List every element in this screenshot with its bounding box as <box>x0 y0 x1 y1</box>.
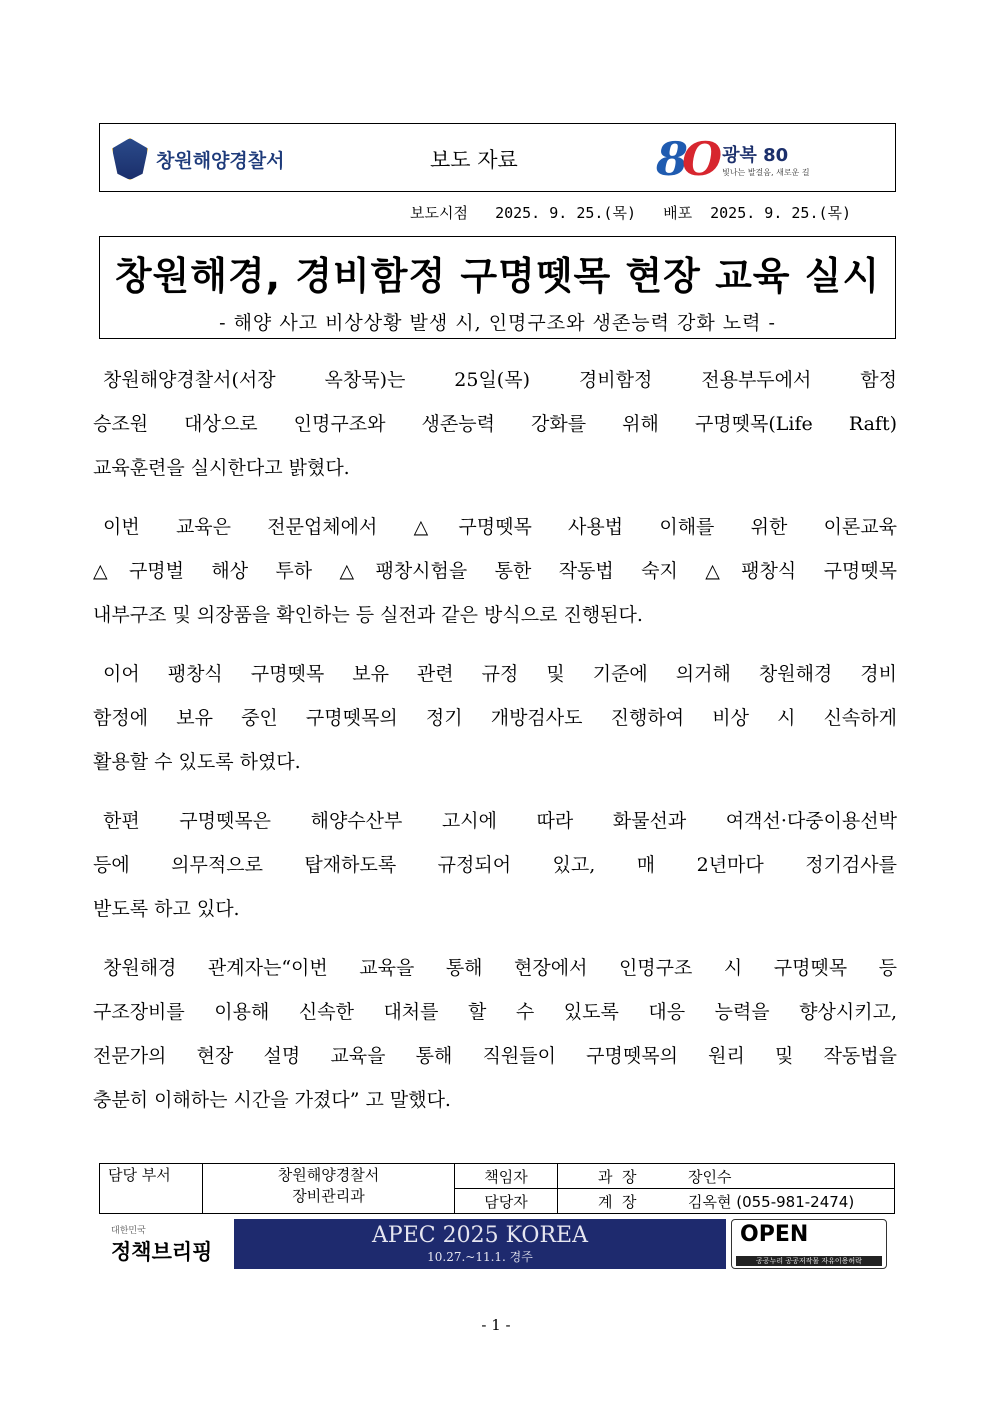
paragraph-line: 한편 구명뗏목은 해양수산부 고시에 따라 화물선과 여객선·다중이용선박 <box>103 810 897 832</box>
apec-dates: 10.27.~11.1. 경주 <box>427 1250 533 1264</box>
dist-label: 배포 <box>663 204 693 222</box>
paragraph <box>93 509 897 641</box>
doc-type: 보도 자료 <box>430 148 518 172</box>
dept-line1: 창원해양경찰서 <box>277 1166 380 1184</box>
paragraph-line: 창원해경 관계자는“이번 교육을 통해 현장에서 인명구조 시 구명뗏목 등 <box>103 957 897 979</box>
banner-row <box>99 1219 895 1269</box>
staff-label: 담당자 <box>455 1189 558 1214</box>
page-title: 창원해경, 경비함정 구명뗏목 현장 교육 실시 <box>114 254 881 298</box>
paragraph <box>93 362 897 494</box>
briefing-label: 정책브리핑 <box>111 1240 213 1264</box>
dist-date: 2025. 9. 25.(목) <box>710 204 852 222</box>
paragraph-line: 이번 교육은 전문업체에서 △구명뗏목 사용법 이해를 위한 이론교육 <box>103 516 897 538</box>
80-logo-icon: 8O <box>656 132 717 186</box>
org-logo <box>112 138 284 180</box>
title-box <box>99 236 896 339</box>
contact-table <box>99 1163 895 1214</box>
paragraph-line: 승조원 대상으로 인명구조와 생존능력 강화를 위해 구명뗏목(Life Raft) <box>93 413 897 435</box>
logo-title: 광복 80 <box>722 144 789 166</box>
logo-slogan: 빛나는 발걸음, 새로운 길 <box>722 167 810 177</box>
paragraph-line: 충분히 이해하는 시간을 가졌다” 고 말했다. <box>93 1089 451 1111</box>
org-name: 창원해양경찰서 <box>156 149 285 172</box>
open-sub: 공공누리 공공저작물 자유이용허락 <box>736 1256 882 1266</box>
paragraph-line: 전문가의 현장 설명 교육을 통해 직원들이 구명뗏목의 원리 및 작동법을 <box>93 1045 897 1067</box>
release-date: 2025. 9. 25.(목) <box>495 204 636 222</box>
apec-title: APEC 2025 KOREA <box>372 1223 588 1248</box>
release-label: 보도시점 <box>410 204 468 222</box>
paragraph <box>93 803 897 935</box>
dept-line2: 장비관리과 <box>292 1187 365 1205</box>
staff-name: 김옥현 (055-981-2474) <box>688 1192 855 1211</box>
paragraph-line: 받도록 하고 있다. <box>93 898 240 920</box>
article-body <box>93 362 897 1141</box>
paragraph-line: 이어 팽창식 구명뗏목 보유 관련 규정 및 기준에 의거해 창원해경 경비 <box>103 663 897 685</box>
liberation-80-logo <box>656 132 810 186</box>
policy-briefing-banner[interactable] <box>111 1223 212 1266</box>
page-number: - 1 - <box>481 1316 511 1334</box>
paragraph-line: △구명벌 해상 투하 △팽창시험을 통한 작동법 숙지 △팽창식 구명뗏목 <box>93 560 897 582</box>
dept-name <box>203 1164 455 1214</box>
apec-banner[interactable] <box>234 1219 726 1269</box>
paragraph <box>93 950 897 1126</box>
paragraph-line: 활용할 수 있도록 하였다. <box>93 751 301 773</box>
subtitle: - 해양 사고 비상상황 발생 시, 인명구조와 생존능력 강화 노력 - <box>219 312 776 334</box>
paragraph-line: 함정에 보유 중인 구명뗏목의 정기 개방검사도 진행하여 비상 시 신속하게 <box>93 707 897 729</box>
resp-info <box>558 1164 895 1189</box>
paragraph-line: 구조장비를 이용해 신속한 대처를 할 수 있도록 대응 능력을 향상시키고, <box>93 1001 897 1023</box>
resp-name: 장인수 <box>688 1167 732 1186</box>
staff-info <box>558 1189 895 1214</box>
dept-label: 담당 부서 <box>100 1164 203 1214</box>
paragraph <box>93 656 897 788</box>
resp-label: 책임자 <box>455 1164 558 1189</box>
header-box <box>99 123 896 192</box>
paragraph-line: 교육훈련을 실시한다고 밝혔다. <box>93 457 350 479</box>
kogl-open-badge <box>731 1219 887 1269</box>
resp-title: 과 장 <box>598 1167 637 1186</box>
release-dates <box>410 202 851 223</box>
paragraph-line: 창원해양경찰서(서장 옥창묵)는 25일(목) 경비함정 전용부두에서 함정 <box>103 369 897 391</box>
open-label: OPEN <box>740 1222 809 1247</box>
paragraph-line: 등에 의무적으로 탑재하도록 규정되어 있고, 매 2년마다 정기검사를 <box>93 854 897 876</box>
paragraph-line: 내부구조 및 의장품을 확인하는 등 실전과 같은 방식으로 진행된다. <box>93 604 643 626</box>
staff-title: 계 장 <box>598 1192 637 1211</box>
coast-guard-emblem-icon <box>112 138 148 180</box>
briefing-small: 대한민국 <box>111 1226 146 1236</box>
